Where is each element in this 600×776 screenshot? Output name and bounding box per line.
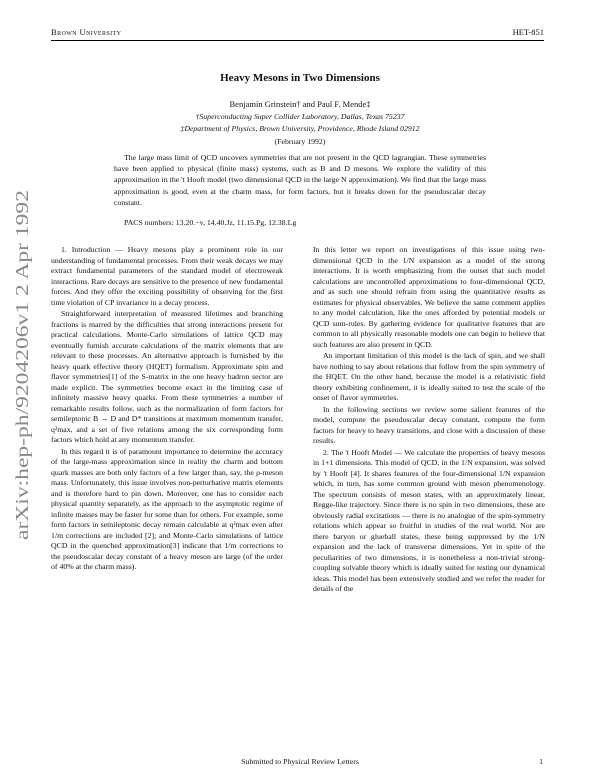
affiliation-1: †Superconducting Super Collider Laboratory, Dallas, Texas 75237 [195,112,405,121]
header-rule [51,40,544,41]
running-header-institution: Brown University [51,27,122,37]
pacs-numbers: PACS numbers: 13.20.−v, 14.40.Jz, 11.15.Pg, 12.38.Lg [124,218,297,227]
arxiv-stamp [2,184,38,544]
footer-submission-note: Submitted to Physical Review Letters [241,757,359,766]
paragraph: In the following sections we review some salient features of the model, compute the pseudoscalar decay constant, compute the form factors for heavy to heavy transitions, and close with a discussion of these results. [313,404,545,445]
right-column [313,245,545,596]
paragraph-thooft-model: 2. The 't Hooft Model — We calculate the properties of heavy mesons in 1+1 dimensions. This model of QCD, in the 1/N expansion, was solved by 't Hooft [4]. It shares features of the four-dimensional 1/N expansion which, in turn, has some common ground with meson phenomenology. The spectrum consists of meson states, with an approximately linear, Regge-like trajectory. Since there is no spin in two dimensions, these are obviously radial excitations — there is no analogue of the spin-symmetry relations which appear so fruitful in studies of the real world. Nor are there baryon or glueball states, these being suppressed by the 1/N expansion and the lack of transverse dimensions. Yet in spite of the peculiarities of two dimensions, it is nonetheless a non-trivial strong-coupling solvable theory which is ideally suited for testing our dynamical ideas. This model has been extensively studied and we refer the reader for details of the [313,447,545,593]
abstract: The large mass limit of QCD uncovers symmetries that are not present in the QCD lagrangian. These symmetries have been applied to physical (finite mass) systems, such as B and D mesons. We explore the validity of this approximation in the 't Hooft model (two dimensional QCD in the large N approximation). We find that the large mass approximation is good, even at the charm mass, for form factors, but it breaks down for the pseudoscalar decay constant. [114,153,486,207]
paper-title: Heavy Mesons in Two Dimensions [220,72,380,84]
report-number: HET-851 [512,27,544,37]
left-column [51,245,283,574]
paragraph: Straightforward interpretation of measured lifetimes and branching fractions is marred by the difficulties that strong interactions present for practical calculations. Monte-Carlo simulations of lattice QCD may eventually furnish accurate calculations of the matrix elements that are relevant to these processes. An alternative approach is furnished by the heavy quark effective theory (HQET) formalism. Approximate spin and flavor symmetries[1] of the S-matrix in the one heavy hadron sector are made explicit. The symmetries become exact in the limiting case of infinitely massive heavy quarks. From these symmetries a number of remarkable results follow, such as the normalization of form factors for semileptonic B → D and D* transitions at maximum momentum transfer, q²max, and a set of five relations among the six corresponding form factors which hold at any momentum transfer. [51,309,283,444]
affiliation-2: ‡Department of Physics, Brown University, Providence, Rhode Island 02912 [180,124,420,133]
arxiv-stamp-text: arXiv:hep-ph/9204206v1 2 Apr 1992 [12,279,32,540]
paragraph: In this regard it is of paramount importance to determine the accuracy of the large-mass approximation since in reality the charm and bottom quark masses are both only factors of a few larger than, say, the ρ-meson mass. Unfortunately, this issue involves non-perturbative matrix elements and is therefore hard to pin down. Moreover, one has to consider each physical quantity separately, as the approach to the asymptotic regime of infinite masses may be faster for some than for others. For example, some form factors in semileptonic decay remain calculable at q²max even after 1/m corrections are included [2]; and Monte-Carlo simulations of lattice QCD in the quenched approximation[3] indicate that 1/m corrections to the pseudoscalar decay constant of a heavy meson are large (of the order of 40% at the charm mass). [51,446,283,571]
paragraph: In this letter we report on investigations of this issue using two-dimensional QCD in the 1/N expansion as a model of the strong interactions. It is worth emphasizing from the outset that such model calculations are uncontrolled approximations to four-dimensional QCD, and as such one should refrain from using the quantitative results as estimates for physical observables. We believe the same comment applies to any model calculation, like the ones afforded by potential models or QCD sum-rules. By gathering evidence for qualitative features that are common to all physically reasonable models one can begin to believe that such features are also present in QCD. [313,245,545,349]
authors: Benjamín Grinstein† and Paul F. Mende‡ [229,99,371,109]
paragraph-introduction: 1. Introduction — Heavy mesons play a prominent role in our understanding of fundamental processes. From their weak decays we may extract fundamental parameters of the standard model of electroweak interactions. Rare decays are sensitive to the presence of new fundamental forces. And they offer the exciting possibility of observing for the first time violation of CP invariance in a decay process. [51,245,283,307]
page-number: 1 [539,757,543,766]
date: (February 1992) [274,137,326,146]
paragraph: An important limitation of this model is the lack of spin, and we shall have nothing to say about relations that follow from the spin symmetry of the HQET. On the other hand, because the model is a relativistic field theory exhibiting confinement, it is ideally suited to test the scale of the onset of flavor symmetries. [313,351,545,402]
